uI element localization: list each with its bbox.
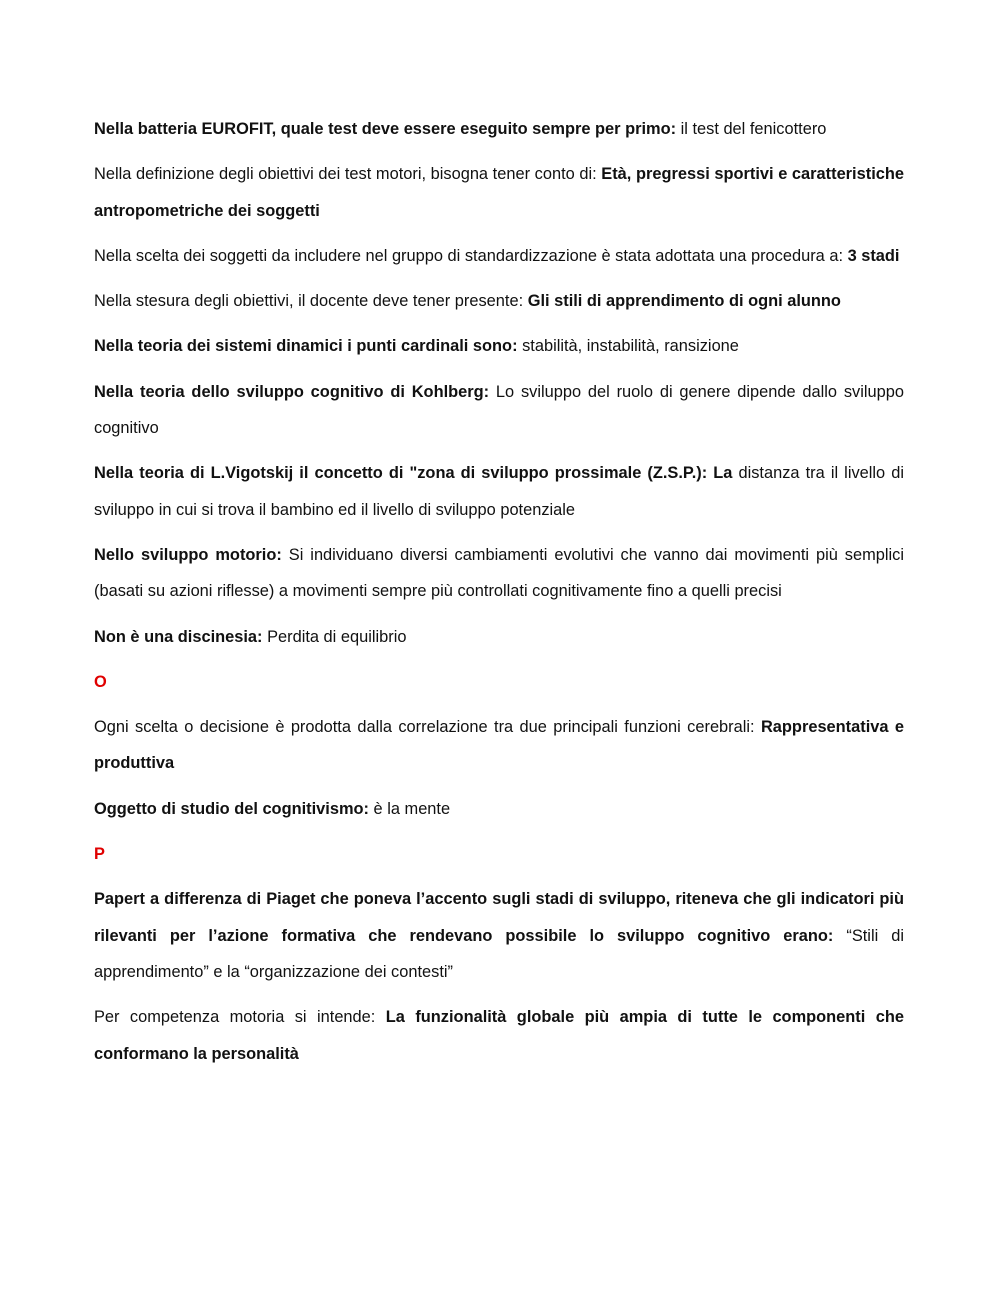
section-letter-o: O: [94, 672, 107, 691]
answer-text: il test del fenicottero: [676, 120, 827, 138]
question-text: Papert a differenza di Piaget che poneva l’accento sugli stadi di sviluppo, riteneva che gli indicatori più rilevanti per l’azione formativa che rendevano possibile lo sviluppo cognitivo erano:: [94, 890, 904, 945]
answer-text: Gli stili di apprendimento di ogni alunno: [527, 292, 841, 311]
question-text: Nella scelta dei soggetti da includere nel gruppo di standardizzazione è stata adottata una procedura a:: [94, 246, 848, 265]
answer-text: stabilità, instabilità, ransizione: [517, 337, 739, 356]
entry-sviluppo-motorio: [94, 537, 904, 610]
question-text: Nella stesura degli obiettivi, il docente deve tener presente:: [94, 292, 528, 311]
answer-text: è la mente: [369, 799, 451, 818]
answer-text: 3 stadi: [847, 246, 900, 265]
answer-text: Età, pregressi sportivi e caratteristiche antropometriche dei soggetti: [94, 165, 904, 220]
entry-discinesia: [94, 619, 904, 655]
question-text: Nella batteria EUROFIT, quale test deve essere eseguito sempre per primo:: [94, 120, 677, 138]
question-text: Nella teoria dei sistemi dinamici i punti cardinali sono:: [94, 337, 518, 356]
answer-text: distanza tra il livello di sviluppo in cui si trova il bambino ed il livello di sviluppo potenziale: [94, 464, 905, 519]
entry-cognitivismo: [94, 791, 904, 827]
entry-standardizzazione: [94, 238, 904, 274]
question-text: Ogni scelta o decisione è prodotta dalla correlazione tra due principali funzioni cerebrali:: [94, 718, 761, 737]
answer-text: “Stili di apprendimento” e la “organizzazione dei contesti”: [94, 926, 904, 981]
entry-kohlberg: [94, 374, 904, 447]
question-text: Nello sviluppo motorio:: [94, 545, 282, 564]
answer-text: Si individuano diversi cambiamenti evolutivi che vanno dai movimenti più semplici (basati su azioni riflesse) a movimenti sempre più controllati cognitivamente fino a quelli precisi: [94, 545, 905, 601]
question-text: Oggetto di studio del cognitivismo:: [94, 799, 369, 818]
entry-vigotskij: [94, 455, 904, 528]
answer-text: Rappresentativa e produttiva: [94, 718, 904, 773]
entry-competenza-motoria: [94, 999, 904, 1072]
question-text: Non è una discinesia:: [94, 627, 263, 646]
question-text: Nella definizione degli obiettivi dei test motori, bisogna tener conto di:: [94, 165, 602, 184]
entry-obiettivi-test: [94, 156, 904, 229]
entry-sistemi-dinamici: [94, 328, 904, 364]
answer-text: Perdita di equilibrio: [262, 627, 407, 646]
question-text: Per competenza motoria si intende:: [94, 1008, 386, 1027]
answer-text: La funzionalità globale più ampia di tutte le componenti che conformano la personalità: [94, 1008, 904, 1063]
entry-stesura-obiettivi: [94, 283, 904, 319]
answer-text: Lo sviluppo del ruolo di genere dipende dallo sviluppo cognitivo: [94, 382, 904, 438]
entry-scelta-decisione: [94, 709, 904, 782]
document-page: [94, 111, 904, 1081]
entry-papert: [94, 881, 904, 990]
question-text: Nella teoria di L.Vigotskij il concetto di "zona di sviluppo prossimale (Z.S.P.): La: [94, 464, 733, 483]
entry-eurofit: [94, 111, 904, 147]
question-text: Nella teoria dello sviluppo cognitivo di Kohlberg:: [94, 382, 490, 401]
section-letter-p: P: [94, 845, 105, 864]
